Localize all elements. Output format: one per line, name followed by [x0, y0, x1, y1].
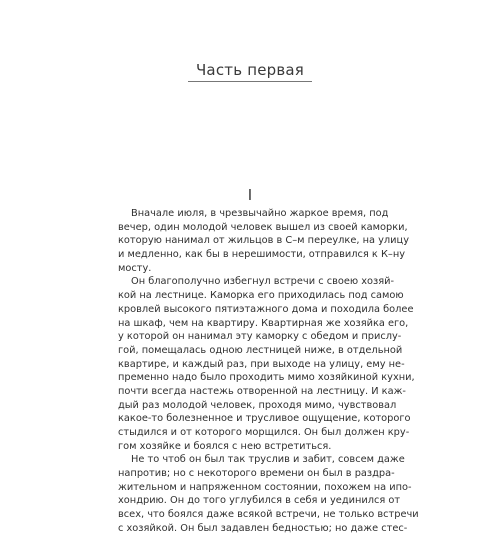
- text-line: с хозяйкой. Он был задавлен бедностью; но даже стес-: [118, 522, 408, 534]
- chapter-number: I: [247, 186, 253, 204]
- chapter-body: [118, 207, 419, 536]
- part-title: Часть первая: [195, 61, 305, 79]
- text-line: дый раз молодой человек, проходя мимо, чувствовал: [118, 399, 397, 411]
- text-line: мосту.: [118, 262, 152, 274]
- text-line: почти всегда настежь отворенной на лестницу. И каж-: [118, 385, 406, 397]
- text-line: кой на лестнице. Каморка его приходилась под самою: [118, 290, 404, 302]
- text-line: Вначале июля, в чрезвычайно жаркое время, под: [131, 208, 389, 219]
- text-line: гом хозяйке и боялся с нею встретиться.: [118, 440, 332, 452]
- text-line: у которой он нанимал эту каморку с обедом и прислу-: [118, 331, 402, 343]
- text-line: вечер, один молодой человек вышел из своей каморки,: [118, 221, 408, 233]
- text-line: Он благополучно избегнул встречи с своею хозяй-: [131, 276, 395, 288]
- text-line: стыдился и от которого морщился. Он был должен кру-: [118, 427, 410, 438]
- text-line: Не то чтоб он был так труслив и забит, совсем даже: [131, 454, 405, 466]
- text-line: жительном и напряженном состоянии, похожем на ипо-: [118, 481, 412, 493]
- text-line: напротив; но с некоторого времени он был в раздра-: [118, 468, 395, 480]
- text-line: на шкаф, чем на квартиру. Квартирная же хозяйка его,: [118, 317, 409, 329]
- text-line: кровлей высокого пятиэтажного дома и походила более: [118, 303, 414, 315]
- text-line: всех, что боялся даже всякой встречи, не только встречи: [118, 509, 419, 521]
- text-line: пременно надо было проходить мимо хозяйкиной кухни,: [118, 372, 415, 384]
- text-line: квартире, и каждый раз, при выходе на улицу, ему не-: [118, 358, 405, 370]
- text-line: которую нанимал от жильцов в С–м переулке, на улицу: [118, 235, 409, 247]
- text-line: гой, помещалась одною лестницей ниже, в отдельной: [118, 344, 403, 356]
- part-title-underline: [188, 81, 312, 82]
- text-line: хондрию. Он до того углубился в себя и уединился от: [118, 495, 401, 507]
- text-line: и медленно, как бы в нерешимости, отправился к К–ну: [118, 249, 406, 261]
- text-line: какое-то болезненное и трусливое ощущение, которого: [118, 413, 411, 425]
